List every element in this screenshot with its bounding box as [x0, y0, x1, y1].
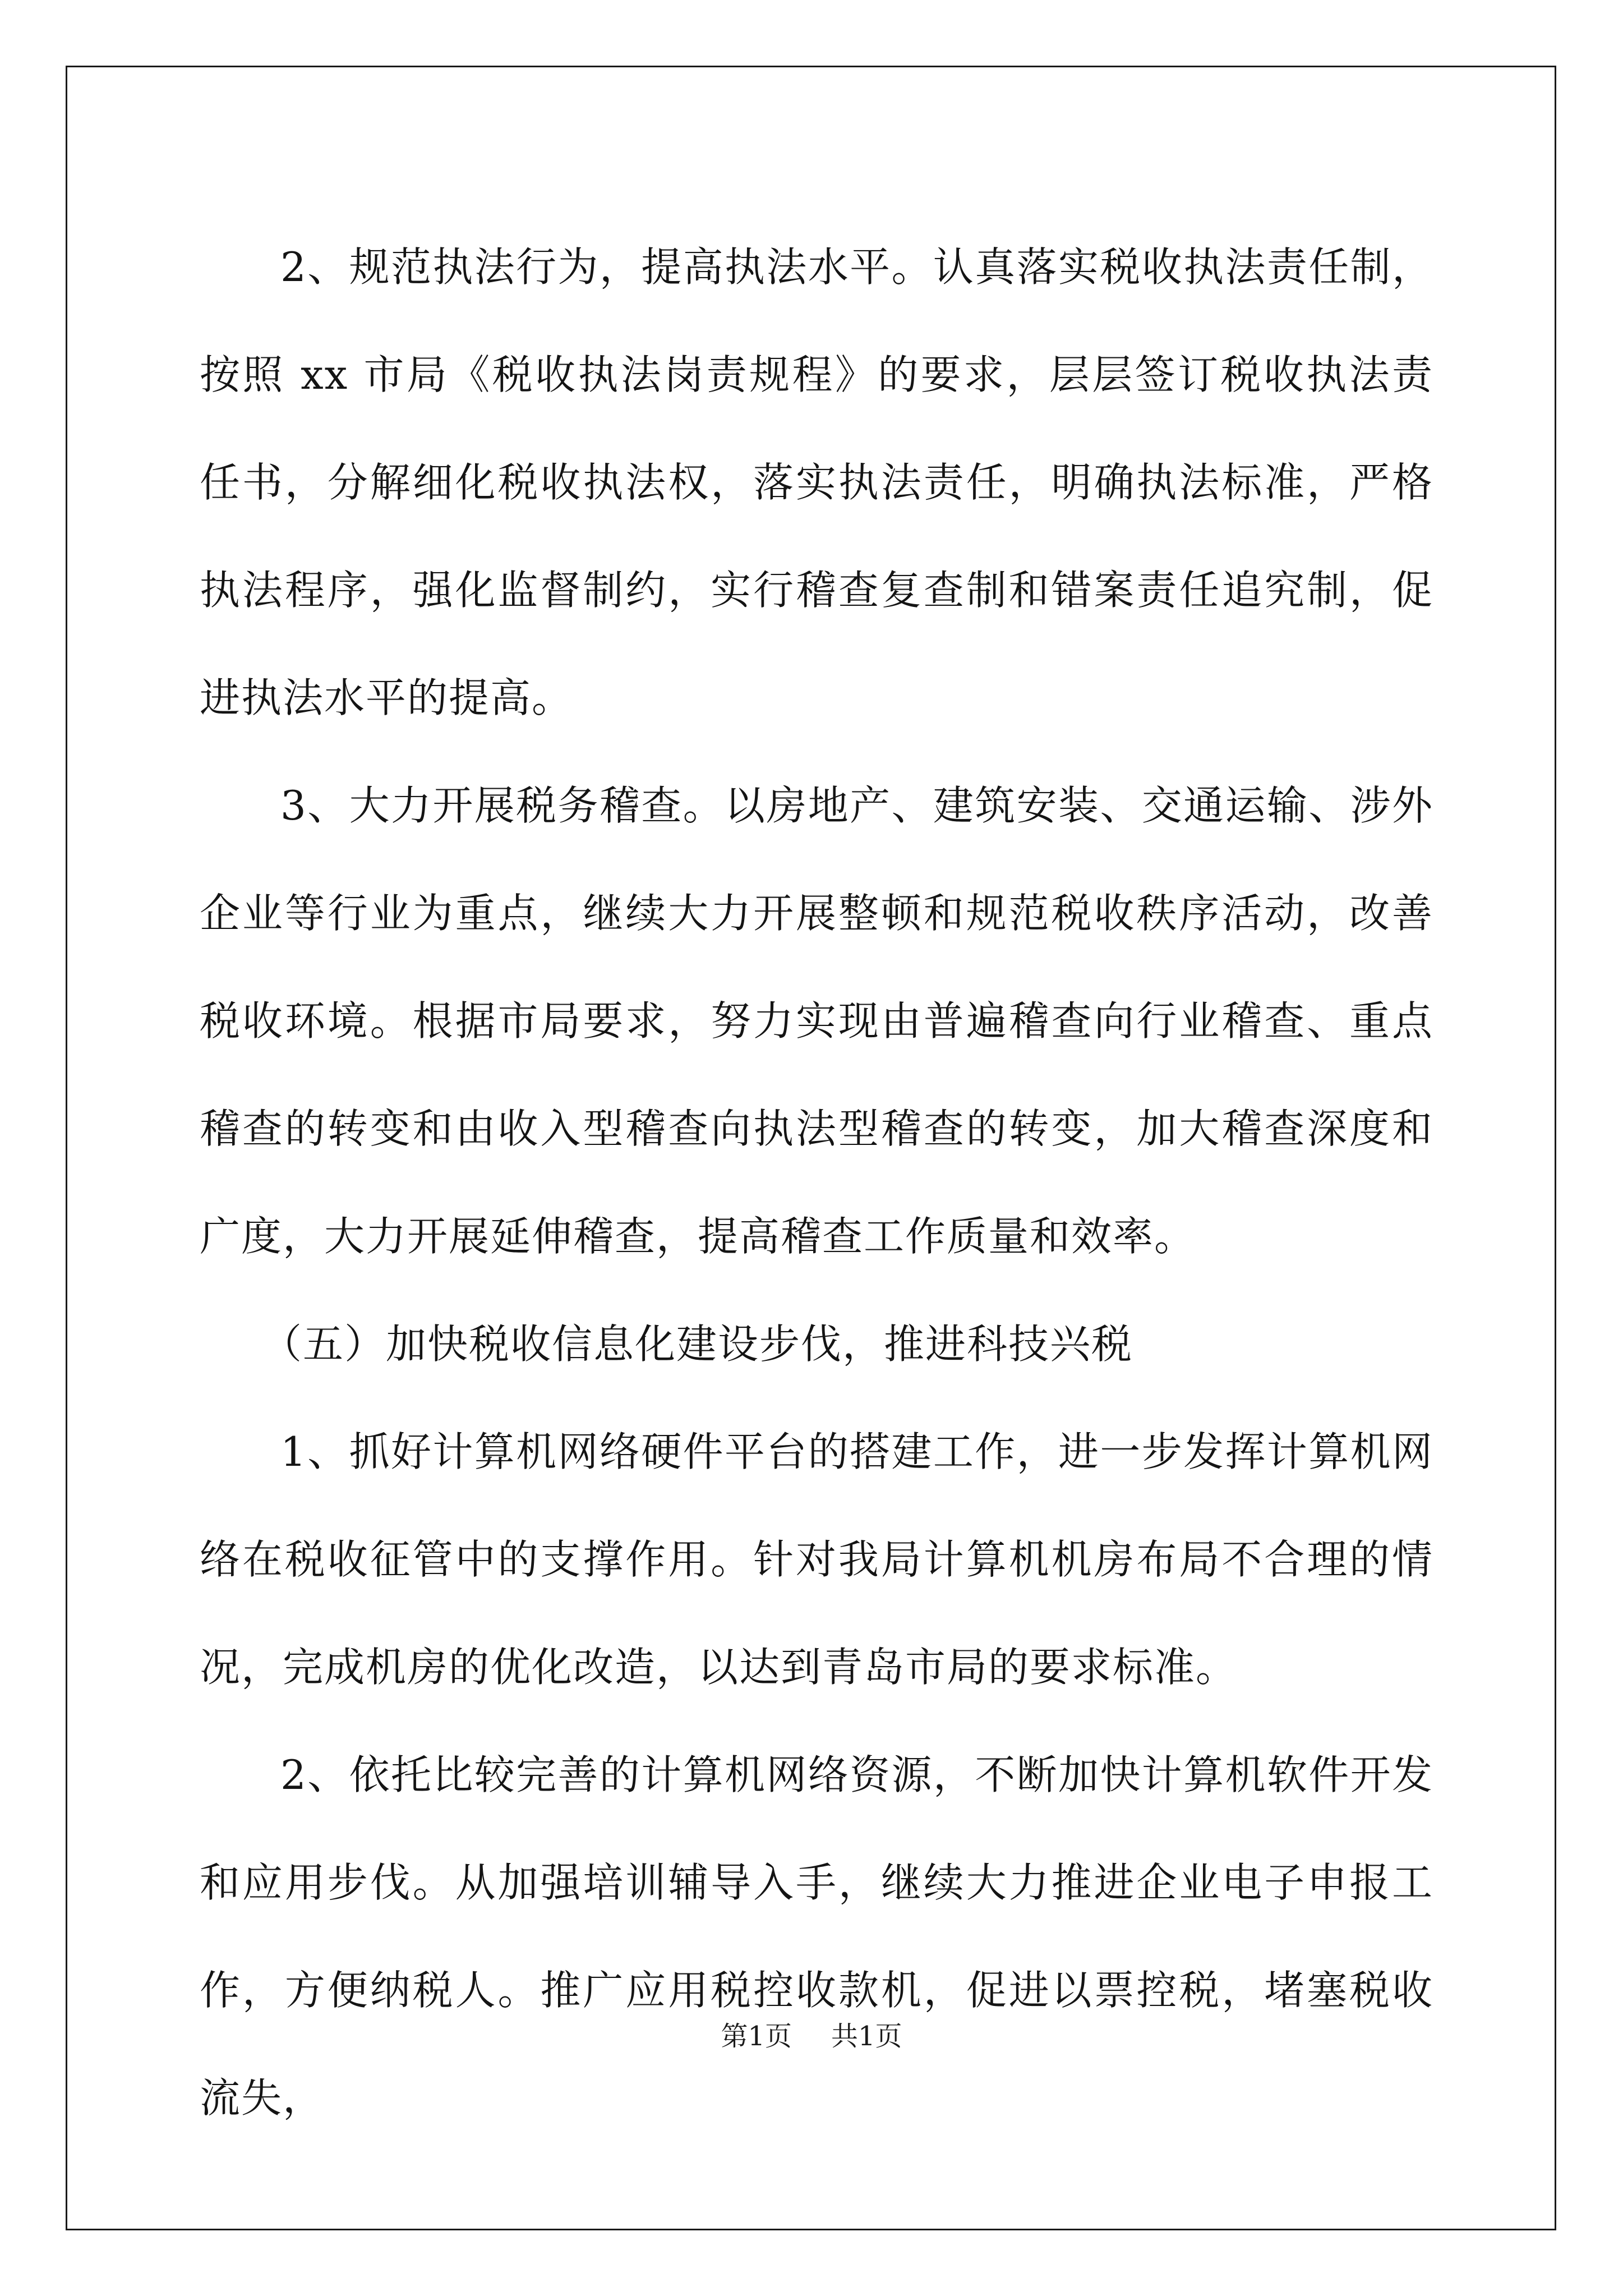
page-total: 共1页	[831, 2021, 902, 2052]
document-body	[200, 213, 1433, 2152]
paragraph-enforcement: 2、规范执法行为，提高执法水平。认真落实税收执法责任制，按照 xx 市局《税收执法岗责规程》的要求，层层签订税收执法责任书，分解细化税收执法权，落实执法责任，明确执法标准，严格执法程序，强化监督制约，实行稽查复查制和错案责任追究制，促进执法水平的提高。	[200, 243, 1433, 721]
paragraph-tax-audit: 3、大力开展税务稽查。以房地产、建筑安装、交通运输、涉外企业等行业为重点，继续大力开展整顿和规范税收秩序活动，改善税收环境。根据市局要求，努力实现由普遍稽查向行业稽查、重点稽查的转变和由收入型稽查向执法型稽查的转变，加大稽查深度和广度，大力开展延伸稽查，提高稽查工作质量和效率。	[200, 782, 1433, 1260]
section-heading: （五）加快税收信息化建设步伐，推进科技兴税	[261, 1320, 1133, 1368]
page-footer	[0, 2019, 1623, 2053]
paragraph-software-development: 2、依托比较完善的计算机网络资源，不断加快计算机软件开发和应用步伐。从加强培训辅导入手，继续大力推进企业电子申报工作，方便纳税人。推广应用税控收款机，促进以票控税，堵塞税收流失，	[200, 1751, 1433, 2122]
page-number: 第1页	[721, 2021, 792, 2052]
paragraph-network-hardware: 1、抓好计算机网络硬件平台的搭建工作，进一步发挥计算机网络在税收征管中的支撑作用。针对我局计算机机房布局不合理的情况，完成机房的优化改造，以达到青岛市局的要求标准。	[200, 1428, 1433, 1691]
